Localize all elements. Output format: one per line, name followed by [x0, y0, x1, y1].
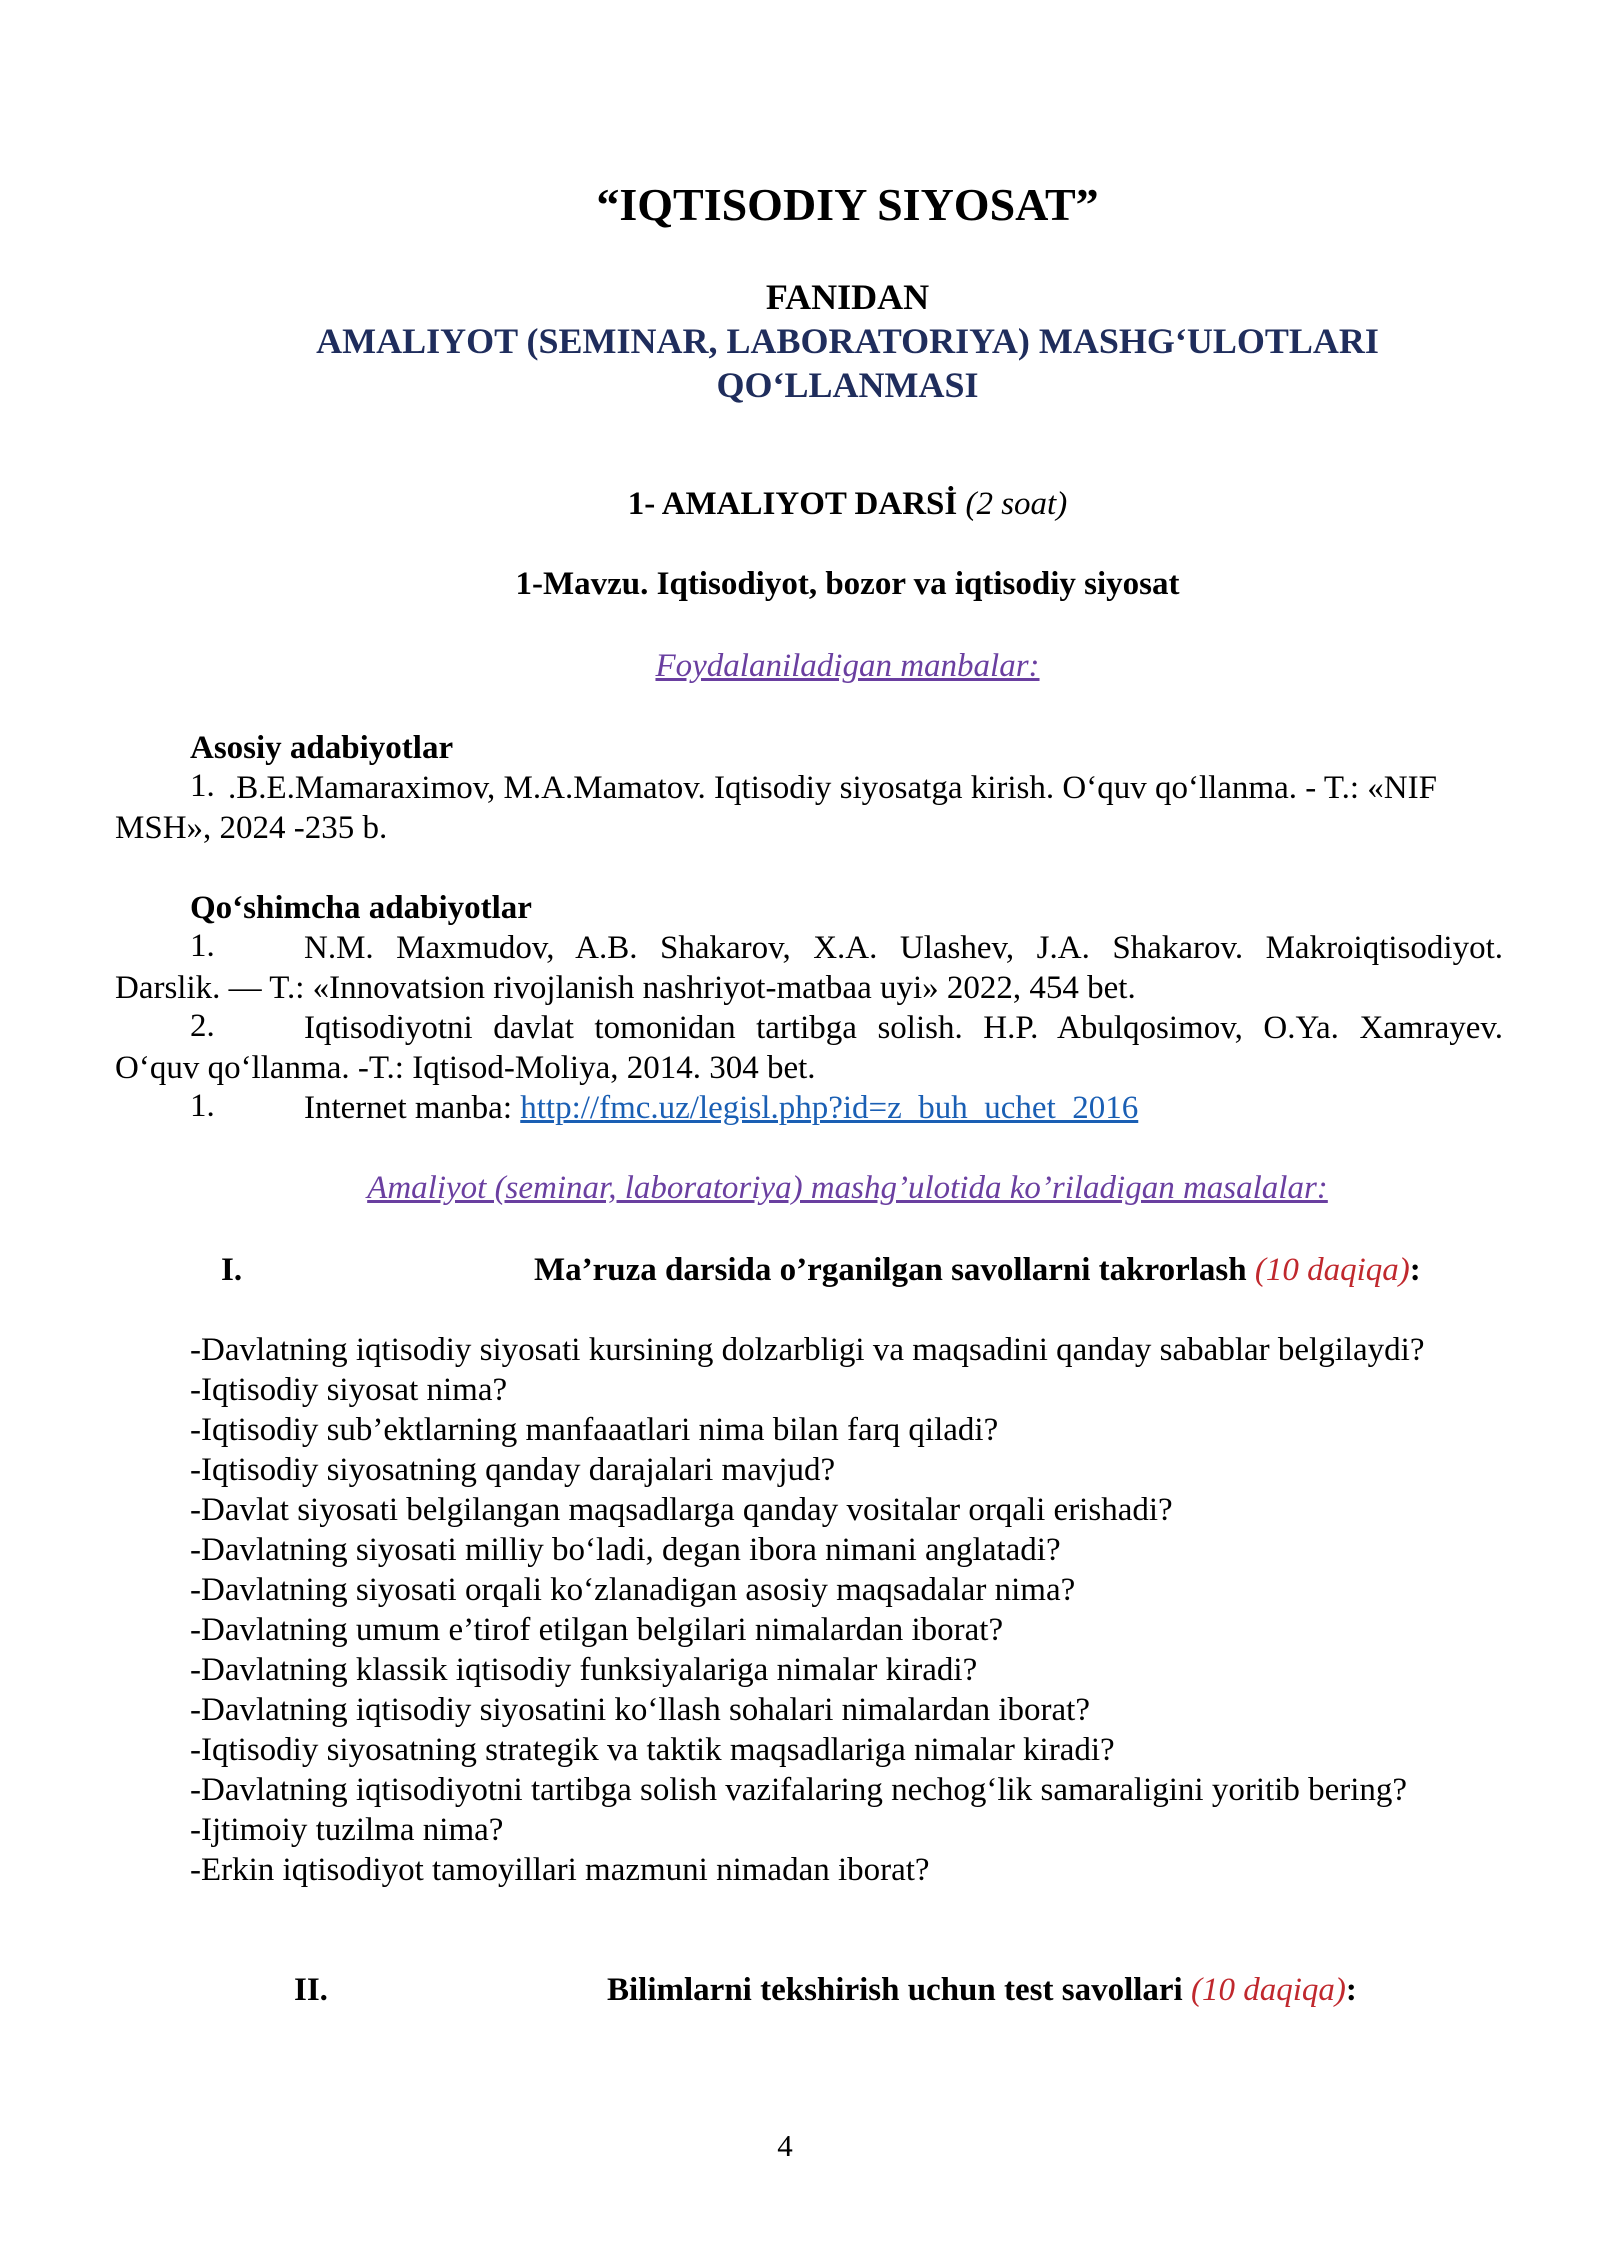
extra-lit-2-cont: O‘quv qo‘llanma. -T.: Iqtisod-Moliya, 2014. 304 bet. [115, 1050, 816, 1086]
main-literature-heading: Asosiy adabiyotlar [190, 730, 454, 766]
section-1-heading [534, 1250, 1421, 1290]
question-item: -Davlatning iqtisodiy siyosati kursining dolzarbligi va maqsadini qanday sabablar belgilaydi? [190, 1332, 1425, 1368]
page-number: 4 [777, 2128, 793, 2163]
main-lit-cont: MSH», 2024 -235 b. [115, 810, 388, 846]
section-2-number: II. [294, 1972, 328, 2008]
section-1-time: (10 daqiqa) [1254, 1252, 1410, 1288]
internet-source-link[interactable]: http://fmc.uz/legisl.php?id=z_buh_uchet_2016 [520, 1090, 1139, 1126]
extra-lit-2-num: 2. [190, 1008, 215, 1044]
question-item: -Davlatning iqtisodiyotni tartibga solish vazifalaring nechog‘lik samaraligini yoritib bering? [190, 1772, 1408, 1808]
lesson-label: 1- AMALIYOT DARSİ [627, 486, 958, 522]
extra-lit-1-text: N.M. Maxmudov, A.B. Shakarov, X.A. Ulashev, J.A. Shakarov. Makroiqtisodiyot. [304, 930, 1503, 966]
subtitle-line-1: FANIDAN [765, 277, 930, 317]
section-1-number: I. [221, 1252, 243, 1288]
lesson-hours: (2 soat) [965, 486, 1068, 522]
question-item: -Iqtisodiy sub’ektlarning manfaaatlari nima bilan farq qiladi? [190, 1412, 999, 1448]
extra-lit-1-cont: Darslik. — T.: «Innovatsion rivojlanish nashriyot-matbaa uyi» 2022, 454 bet. [115, 970, 1136, 1006]
question-item: -Davlatning klassik iqtisodiy funksiyalariga nimalar kiradi? [190, 1652, 978, 1688]
tasks-heading[interactable] [0, 1170, 1600, 1207]
subtitle-line-2: AMALIYOT (SEMINAR, LABORATORIYA) MASHG‘ULOTLARI [316, 321, 1379, 361]
question-item: -Iqtisodiy siyosatning qanday darajalari mavjud? [190, 1452, 836, 1488]
question-item: -Davlatning siyosati milliy bo‘ladi, degan ibora nimani anglatadi? [190, 1532, 1061, 1568]
section-2-heading [607, 1970, 1357, 2010]
main-lit-num: 1. [190, 768, 215, 804]
extra-lit-2-text: Iqtisodiyotni davlat tomonidan tartibga solish. H.P. Abulqosimov, O.Ya. Xamrayev. [304, 1010, 1503, 1046]
extra-literature-heading: Qo‘shimcha adabiyotlar [190, 890, 532, 926]
sources-heading-link[interactable]: Foydalaniladigan manbalar: [655, 648, 1040, 684]
extra-lit-3-num: 1. [190, 1088, 215, 1124]
sources-heading[interactable] [0, 648, 1600, 685]
section-2-time: (10 daqiqa) [1190, 1972, 1346, 2008]
extra-lit-3-line [304, 1088, 1138, 1128]
section-1-title: Ma’ruza darsida o’rganilgan savollarni takrorlash [534, 1252, 1247, 1288]
lesson-heading [0, 486, 1600, 523]
section-2-colon: : [1345, 1972, 1357, 2008]
tasks-heading-link[interactable]: Amaliyot (seminar, laboratoriya) mashg’ulotida ko’riladigan masalalar: [367, 1170, 1328, 1206]
question-item: -Davlatning umum e’tirof etilgan belgilari nimalardan iborat? [190, 1612, 1004, 1648]
section-2-title: Bilimlarni tekshirish uchun test savollari [607, 1972, 1183, 2008]
question-item: -Davlat siyosati belgilangan maqsadlarga qanday vositalar orqali erishadi? [190, 1492, 1173, 1528]
question-item: -Erkin iqtisodiyot tamoyillari mazmuni nimadan iborat? [190, 1852, 930, 1888]
topic-heading: 1-Mavzu. Iqtisodiyot, bozor va iqtisodiy siyosat [515, 566, 1180, 602]
extra-lit-3-text: Internet manba: [304, 1090, 521, 1126]
question-item: -Iqtisodiy siyosatning strategik va taktik maqsadlariga nimalar kiradi? [190, 1732, 1115, 1768]
main-lit-text: .B.E.Mamaraximov, M.A.Mamatov. Iqtisodiy siyosatga kirish. O‘quv qo‘llanma. - T.: «NIF [228, 770, 1437, 806]
question-item: -Iqtisodiy siyosat nima? [190, 1372, 508, 1408]
subtitle-line-3: QO‘LLANMASI [716, 365, 979, 405]
section-1-colon: : [1409, 1252, 1421, 1288]
question-item: -Ijtimoiy tuzilma nima? [190, 1812, 504, 1848]
extra-lit-1-num: 1. [190, 928, 215, 964]
question-item: -Davlatning siyosati orqali ko‘zlanadigan asosiy maqsadalar nima? [190, 1572, 1076, 1608]
question-item: -Davlatning iqtisodiy siyosatini ko‘llash sohalari nimalardan iborat? [190, 1692, 1090, 1728]
document-title: “IQTISODIY SIYOSAT” [596, 179, 1099, 230]
